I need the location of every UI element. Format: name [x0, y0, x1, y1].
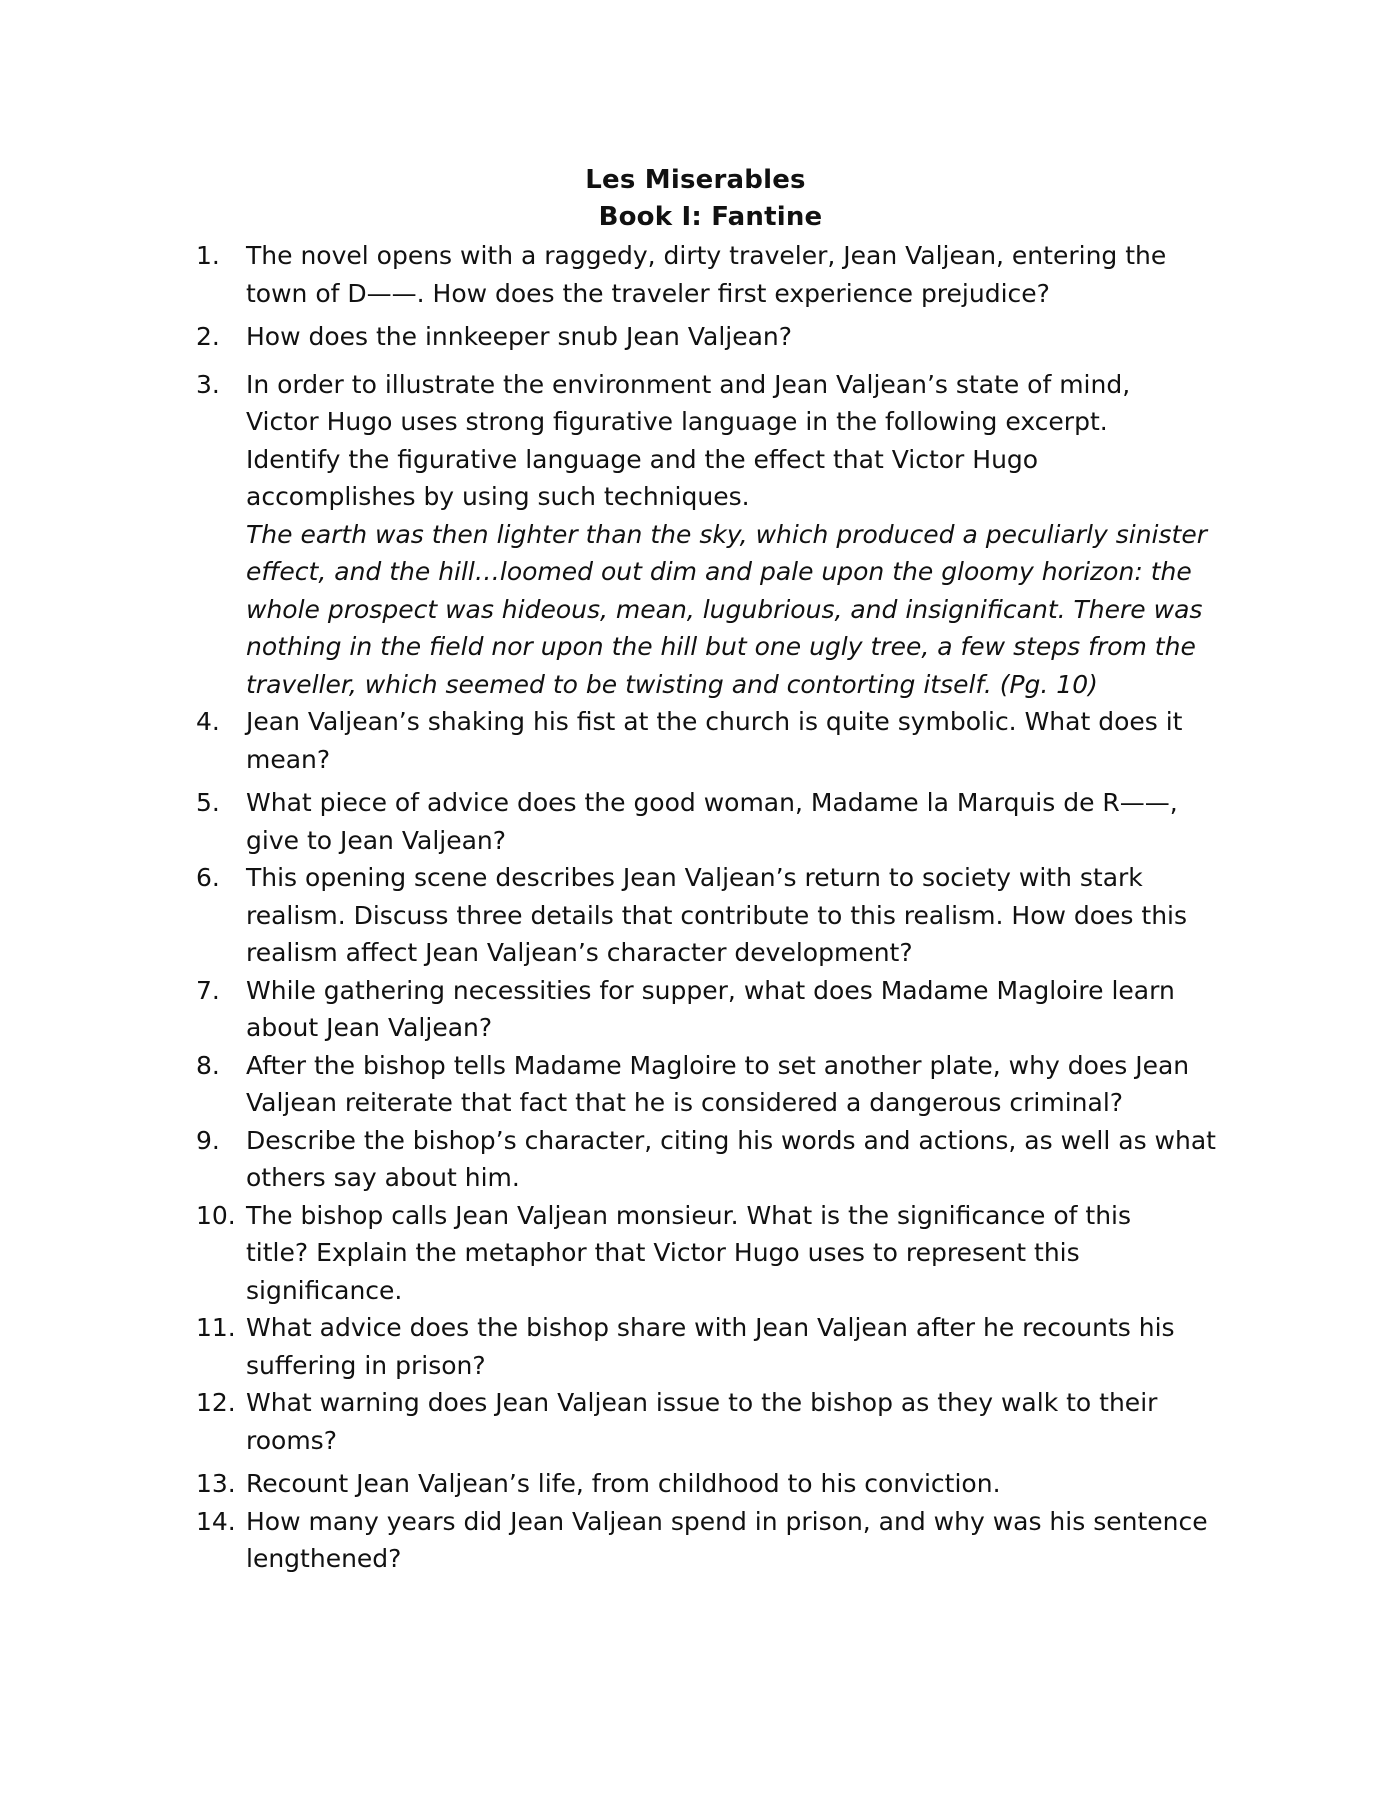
excerpt-quote: The earth was then lighter than the sky, which produced a peculiarly sinister effect, and the hill…loomed out dim and pale upon the gloomy horizon: the whole prospect was hideous, mean, lugubrious, and insignificant. There was nothing in the field nor upon the hill but one ugly tree, a few steps from the traveller, which seemed to be twisting and contorting itself. (Pg. 10) [246, 519, 1207, 699]
question-text: How many years did Jean Valjean spend in prison, and why was his sentence lengthened? [246, 1506, 1208, 1573]
question-number: 4. [196, 707, 220, 736]
question-text: The novel opens with a raggedy, dirty traveler, Jean Valjean, entering the town of D——. How does the traveler first experience prejudice? [246, 241, 1167, 308]
question-text: While gathering necessities for supper, what does Madame Magloire learn about Jean Valjean? [246, 975, 1175, 1042]
question-text: What advice does the bishop share with Jean Valjean after he recounts his suffering in prison? [246, 1313, 1175, 1380]
question-item [196, 703, 1256, 778]
question-text: Recount Jean Valjean’s life, from childhood to his conviction. [246, 1469, 1001, 1498]
question-text: What warning does Jean Valjean issue to the bishop as they walk to their rooms? [246, 1388, 1158, 1455]
question-number: 10. [196, 1200, 236, 1230]
question-list [196, 237, 1256, 1578]
document-subtitle: Book I: Fantine [598, 202, 823, 232]
question-number: 6. [196, 863, 220, 892]
question-number: 13. [196, 1469, 236, 1498]
question-item [196, 1503, 1256, 1578]
question-item [196, 237, 1256, 312]
question-item [196, 1465, 1256, 1503]
question-number: 9. [196, 1125, 220, 1155]
question-number: 14. [196, 1506, 236, 1536]
question-item [196, 366, 1256, 704]
question-text: In order to illustrate the environment and Jean Valjean’s state of mind, Victor Hugo uses strong figurative language in the following excerpt. Identify the figurative language and the effect that Victor Hugo accomplishes by using such techniques. [246, 369, 1131, 511]
question-text: After the bishop tells Madame Magloire to set another plate, why does Jean Valjean reiterate that fact that he is considered a dangerous criminal? [246, 1050, 1190, 1117]
question-text: The bishop calls Jean Valjean monsieur. What is the significance of this title? Explain the metaphor that Victor Hugo uses to represent this significance. [246, 1200, 1132, 1305]
question-item [196, 1197, 1256, 1310]
question-number: 12. [196, 1388, 236, 1417]
question-item [196, 1122, 1256, 1197]
document-title: Les Miserables [585, 165, 806, 195]
question-item [196, 1309, 1256, 1384]
question-item [196, 1384, 1256, 1459]
question-number: 3. [196, 369, 220, 399]
question-number: 11. [196, 1313, 236, 1342]
question-item [196, 318, 1256, 356]
question-text: Describe the bishop’s character, citing his words and actions, as well as what others say about him. [246, 1125, 1216, 1192]
question-item [196, 1047, 1256, 1122]
question-item [196, 784, 1256, 859]
question-item [196, 972, 1256, 1047]
question-number: 2. [196, 322, 220, 351]
question-text: What piece of advice does the good woman, Madame la Marquis de R——, give to Jean Valjean? [246, 788, 1178, 855]
question-number: 5. [196, 788, 220, 817]
question-item [196, 859, 1256, 972]
question-number: 7. [196, 975, 220, 1005]
question-number: 1. [196, 241, 220, 270]
question-number: 8. [196, 1050, 220, 1080]
question-text: This opening scene describes Jean Valjean’s return to society with stark realism. Discuss three details that contribute to this realism. How does this realism affect Jean Valjean’s character development? [246, 863, 1188, 967]
title-block [0, 162, 1391, 236]
question-text: Jean Valjean’s shaking his fist at the church is quite symbolic. What does it mean? [246, 707, 1183, 774]
question-text: How does the innkeeper snub Jean Valjean? [246, 322, 793, 351]
